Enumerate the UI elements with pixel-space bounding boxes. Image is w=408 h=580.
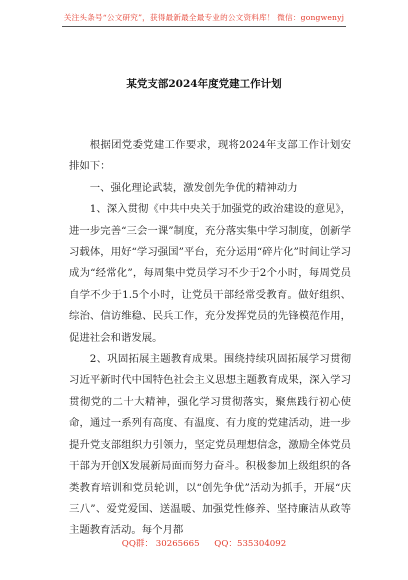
document-title: 某党支部2024年度党建工作计划 (126, 78, 282, 90)
header-divider (62, 26, 346, 27)
footer-contact (0, 537, 408, 549)
document-body (69, 135, 351, 542)
footer-qq: QQ：535304092 (214, 539, 287, 549)
footer-qq-group: QQ群： 30265665 (121, 539, 200, 549)
body-paragraph: 2、巩固拓展主题教育成果。围绕持续巩固拓展学习贯彻习近平新时代中国特色社会主义思想主题教育成果，深入学习贯彻党的二十大精神，强化学习贯彻落实，聚焦践行初心使命，通过一系列有高度、有温度、有力度的党建活动，进一步提升党支部组织力引领力，坚定党员理想信念，激励全体党员干部为开创X发展新局面而努力奋斗。积极参加上级组织的各类教育培训和党员轮训，以“创先争优”活动为抓手，开展“庆三八”、爱党爱国、送温暖、加强党性修养、坚持廉洁从政等主题教育活动。每个月都 (69, 353, 351, 537)
intro-paragraph: 根据团党委党建工作要求，现将2024年支部工作计划安排如下： (69, 139, 351, 173)
body-paragraph: 1、深入贯彻《中共中央关于加强党的政治建设的意见》，进一步完善“三会一课”制度，充分落实集中学习制度，创新学习载体，用好“学习强国”平台，充分运用“碎片化”时间让学习成为“经常化”，每周集中党员学习不少于2个小时，每周党员自学不少于1.5个小时，让党员干部经常受教育。做好组织、综治、信访维稳、民兵工作，充分发挥党员的先锋模范作用，促进社会和谐发展。 (69, 203, 351, 344)
header-promo-note: 关注头条号“公文研究”，获得最新最全最专业的公文资料库！ 微信：gongwenyj (63, 13, 345, 22)
section-heading: 一、强化理论武装，激发创先争优的精神动力 (89, 181, 298, 194)
